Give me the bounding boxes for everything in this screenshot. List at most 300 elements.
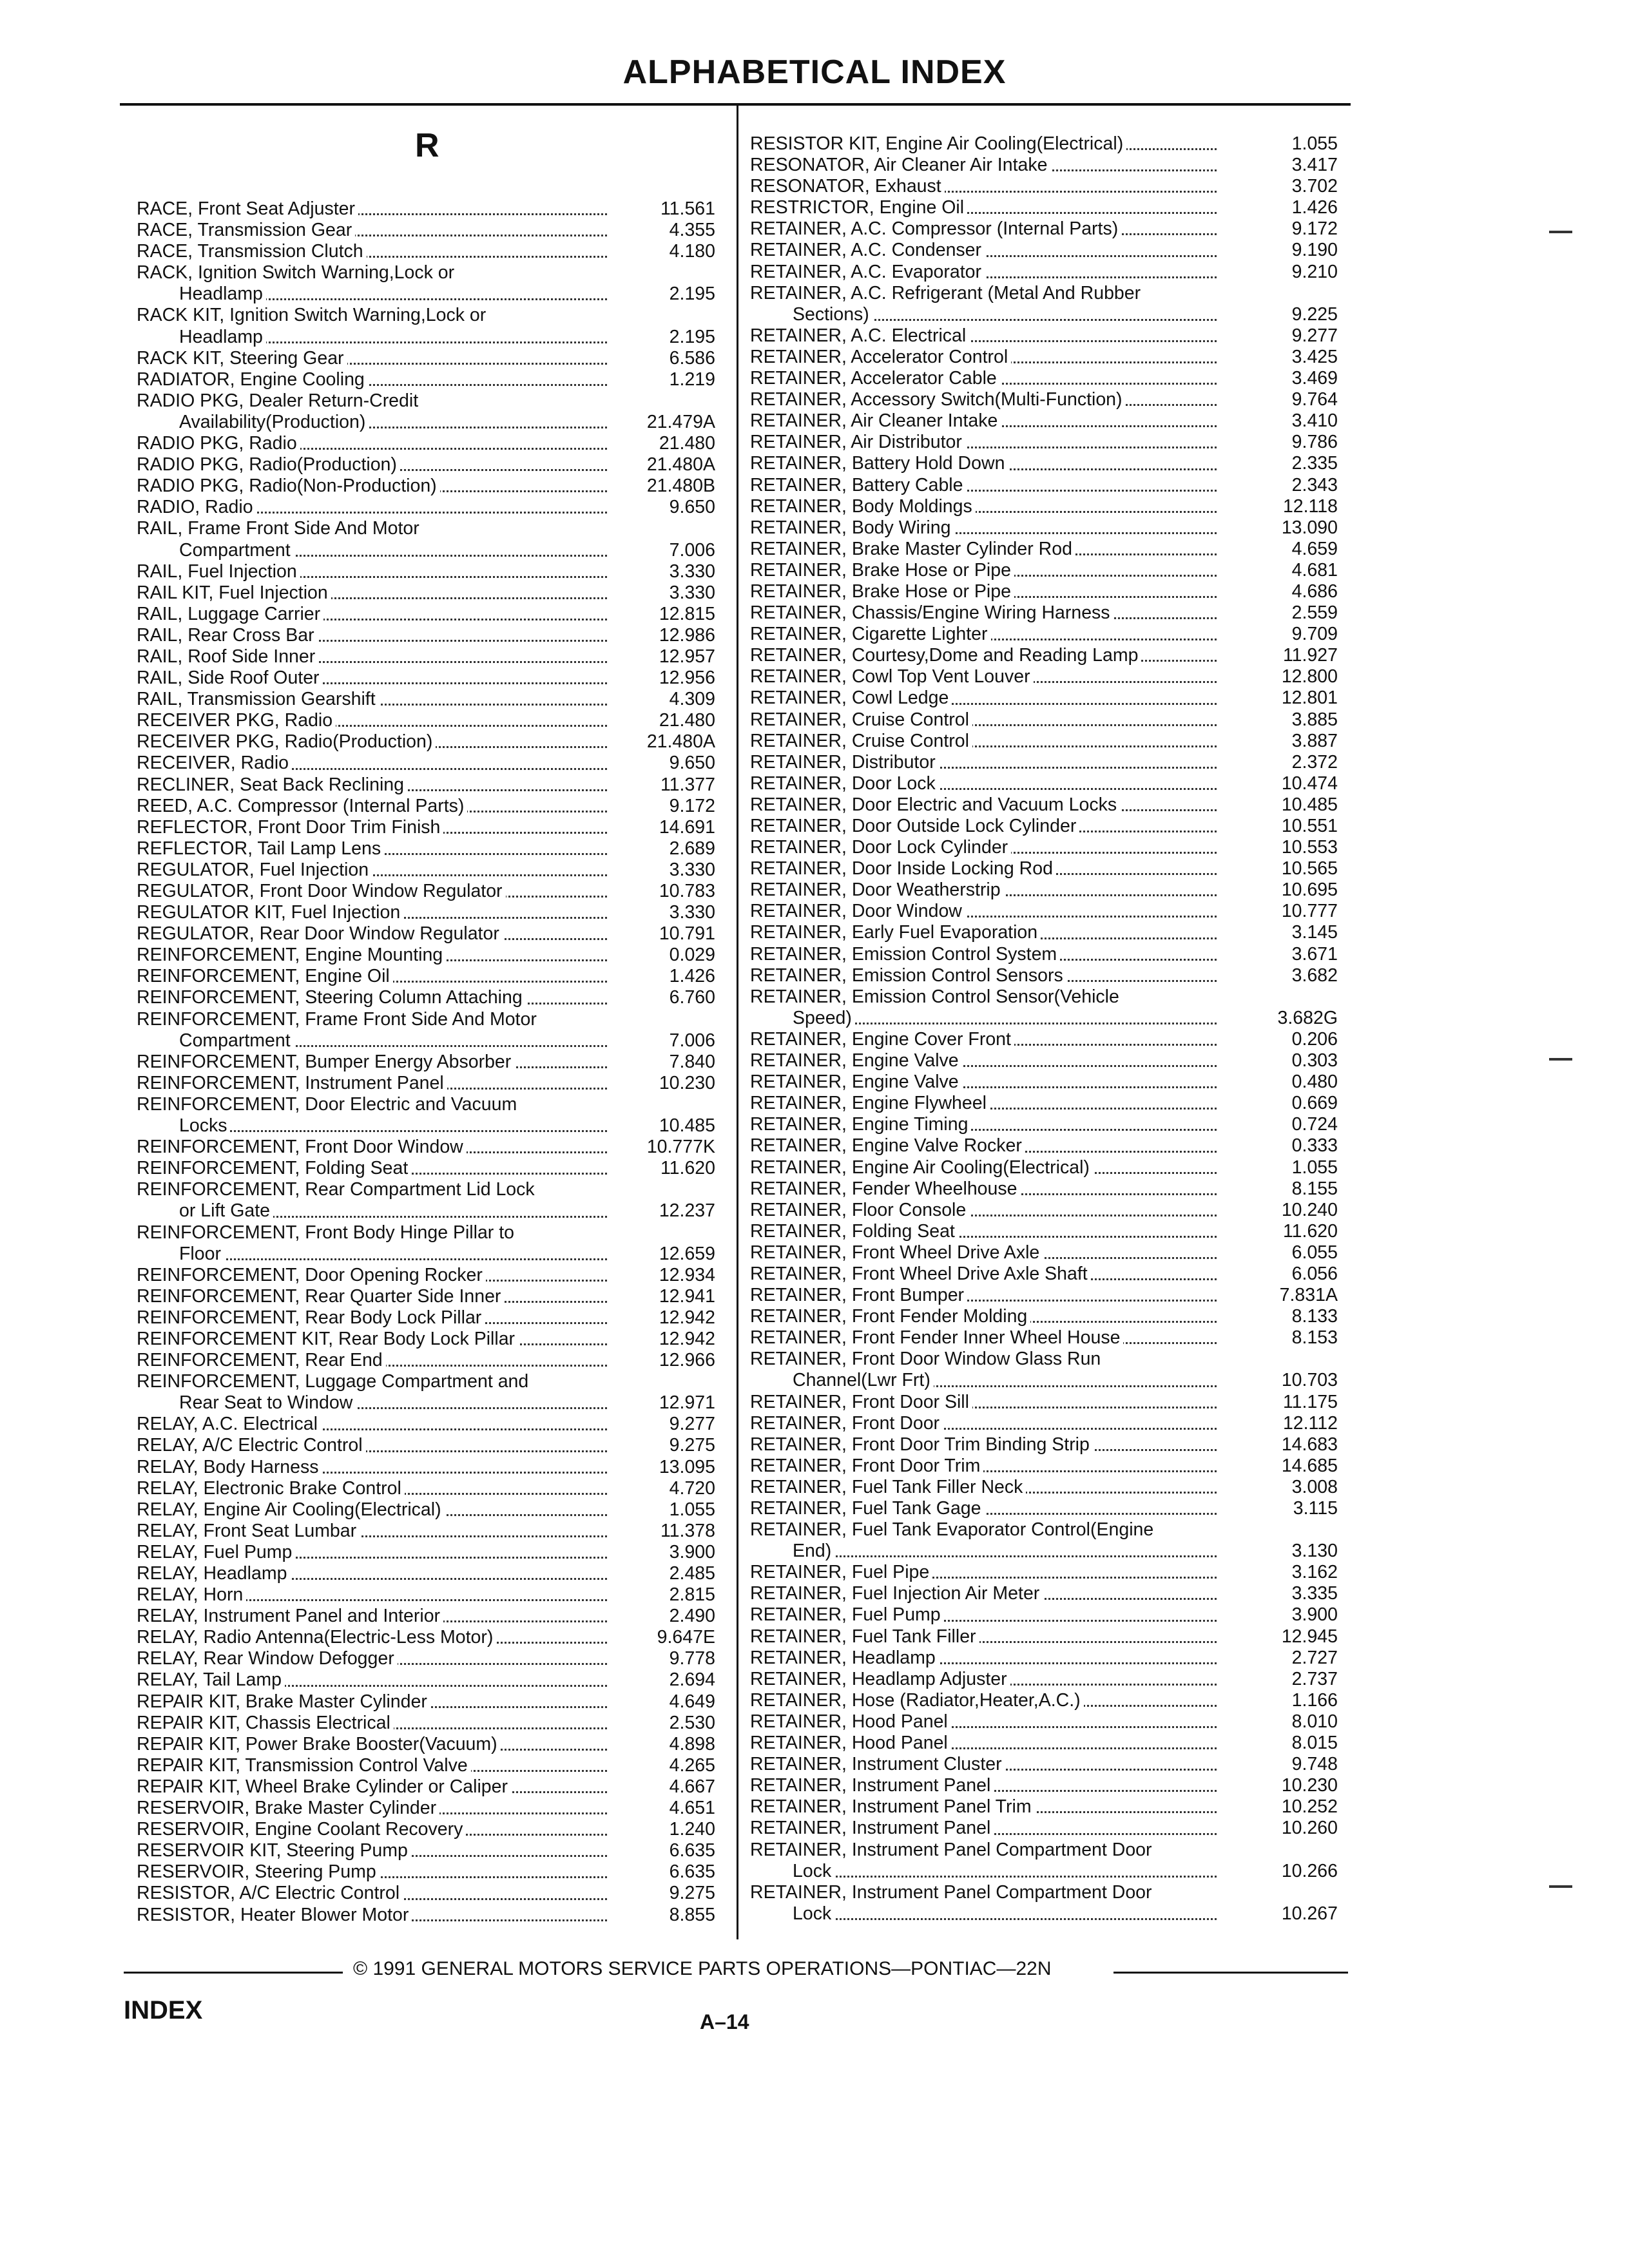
index-entry xyxy=(750,965,1338,986)
entry-name: RETAINER, Front Door Trim Binding Strip xyxy=(750,1434,1093,1456)
entry-page-ref: 3.417 xyxy=(1291,155,1338,176)
entry-page-ref: 13.095 xyxy=(659,1456,715,1477)
entry-page-ref: 10.783 xyxy=(659,881,715,901)
index-entry xyxy=(137,1478,732,1499)
entry-name: RETAINER, Cowl Ledge xyxy=(750,687,952,709)
entry-page-ref: 8.010 xyxy=(1291,1711,1338,1732)
entry-name: REINFORCEMENT, Front Body Hinge Pillar to xyxy=(137,1222,517,1244)
entry-name: REINFORCEMENT, Engine Mounting xyxy=(137,945,446,966)
entry-name: RETAINER, Fuel Tank Filler xyxy=(750,1626,979,1648)
index-entry xyxy=(750,816,1338,837)
entry-name-continued: or Lift Gate xyxy=(179,1200,273,1222)
entry-name: RAIL, Rear Cross Bar xyxy=(137,625,318,646)
entry-page-ref: 3.330 xyxy=(669,561,715,582)
index-entry xyxy=(750,1370,1338,1391)
entry-name: REINFORCEMENT, Front Door Window xyxy=(137,1137,467,1158)
entry-name: RESONATOR, Air Cleaner Air Intake xyxy=(750,155,1050,176)
entry-page-ref: 10.240 xyxy=(1281,1199,1338,1220)
entry-page-ref: 12.971 xyxy=(659,1392,715,1414)
entry-name: RETAINER, Front Wheel Drive Axle Shaft xyxy=(750,1264,1091,1285)
index-entry xyxy=(137,1521,732,1542)
index-entry xyxy=(137,1329,732,1350)
entry-page-ref: 21.480A xyxy=(646,454,715,476)
entry-name: RETAINER, Front Wheel Drive Axle xyxy=(750,1242,1043,1264)
index-entry xyxy=(750,304,1338,325)
entry-page-ref: 12.941 xyxy=(659,1285,715,1307)
entry-name-continued: Headlamp xyxy=(179,284,266,305)
index-entry xyxy=(750,1093,1338,1114)
entry-page-ref: 9.277 xyxy=(669,1414,715,1435)
entry-name: RESISTOR, A/C Electric Control xyxy=(137,1883,403,1904)
entry-page-ref: 11.378 xyxy=(660,1520,715,1541)
index-entry-heading xyxy=(137,1179,732,1200)
entry-name: REINFORCEMENT, Engine Oil xyxy=(137,966,393,987)
entry-name-continued: Floor xyxy=(179,1244,224,1265)
entry-page-ref: 10.565 xyxy=(1281,858,1338,879)
entry-name: REINFORCEMENT, Rear Compartment Lid Lock xyxy=(137,1179,538,1200)
entry-name: REPAIR KIT, Brake Master Cylinder xyxy=(137,1691,430,1713)
entry-name: RETAINER, Engine Valve Rocker xyxy=(750,1135,1025,1157)
entry-page-ref: 14.685 xyxy=(1281,1455,1338,1476)
entry-name: RETAINER, Fuel Tank Gage xyxy=(750,1498,985,1519)
entry-page-ref: 6.586 xyxy=(669,347,715,369)
index-entry xyxy=(137,731,732,753)
entry-name: RELAY, Engine Air Cooling(Electrical) xyxy=(137,1499,445,1521)
index-entry xyxy=(137,220,732,241)
index-column-right xyxy=(750,133,1338,1925)
entry-name: REPAIR KIT, Transmission Control Valve xyxy=(137,1755,471,1776)
entry-name: RETAINER, Cowl Top Vent Louver xyxy=(750,666,1034,687)
index-entry xyxy=(750,879,1338,901)
entry-page-ref: 1.055 xyxy=(669,1499,715,1520)
entry-page-ref: 12.957 xyxy=(659,646,715,667)
footer-rule-left xyxy=(124,1972,343,1974)
entry-page-ref: 1.426 xyxy=(1291,197,1338,218)
entry-name: RESISTOR, Heater Blower Motor xyxy=(137,1905,412,1926)
entry-name: RETAINER, Front Fender Inner Wheel House xyxy=(750,1327,1123,1349)
entry-page-ref: 9.647E xyxy=(657,1627,715,1648)
index-entry xyxy=(750,347,1338,368)
entry-page-ref: 0.206 xyxy=(1291,1028,1338,1050)
entry-page-ref: 3.162 xyxy=(1291,1562,1338,1583)
index-entry xyxy=(137,646,732,668)
index-entry xyxy=(750,539,1338,560)
index-entry xyxy=(750,1413,1338,1434)
entry-page-ref: 3.008 xyxy=(1291,1476,1338,1497)
index-entry xyxy=(137,1648,732,1669)
entry-name: RETAINER, Cruise Control xyxy=(750,731,972,752)
index-entry xyxy=(750,1264,1338,1285)
entry-page-ref: 12.942 xyxy=(659,1307,715,1328)
entry-name: RACE, Transmission Gear xyxy=(137,220,355,241)
index-entry xyxy=(137,1691,732,1713)
entry-name-continued: Headlamp xyxy=(179,327,266,348)
entry-page-ref: 8.153 xyxy=(1291,1327,1338,1349)
entry-page-ref: 9.275 xyxy=(669,1883,715,1904)
index-entry xyxy=(750,1796,1338,1818)
entry-name: RETAINER, Front Door Trim xyxy=(750,1456,983,1477)
index-entry xyxy=(750,794,1338,816)
entry-name: RETAINER, Accelerator Control xyxy=(750,347,1011,368)
index-entry xyxy=(137,1563,732,1584)
index-entry xyxy=(137,433,732,454)
index-entry xyxy=(137,198,732,220)
index-entry xyxy=(750,1029,1338,1050)
dot-leader xyxy=(188,1258,607,1260)
entry-name: RETAINER, Instrument Panel xyxy=(750,1818,994,1839)
index-entry xyxy=(137,1840,732,1861)
entry-page-ref: 2.737 xyxy=(1291,1668,1338,1689)
entry-name: RETAINER, Brake Master Cylinder Rod xyxy=(750,539,1075,560)
entry-page-ref: 12.237 xyxy=(659,1200,715,1222)
entry-page-ref: 12.956 xyxy=(659,668,715,689)
index-entry xyxy=(750,1583,1338,1604)
entry-page-ref: 3.671 xyxy=(1291,943,1338,965)
entry-page-ref: 21.479A xyxy=(646,411,715,432)
index-entry xyxy=(750,752,1338,773)
entry-name-continued: Compartment xyxy=(179,1030,294,1052)
index-entry xyxy=(750,1242,1338,1264)
index-entry xyxy=(137,881,732,902)
entry-page-ref: 10.267 xyxy=(1281,1903,1338,1924)
index-entry xyxy=(137,476,732,497)
index-entry xyxy=(750,1392,1338,1413)
entry-name: RETAINER, Engine Timing xyxy=(750,1114,971,1135)
index-entry xyxy=(750,1626,1338,1648)
entry-name-continued: Lock xyxy=(793,1861,834,1882)
entry-name: RETAINER, Door Inside Locking Rod xyxy=(750,858,1056,879)
index-entry xyxy=(137,1542,732,1563)
index-entry xyxy=(750,1541,1338,1562)
index-entry-heading xyxy=(137,518,732,539)
index-entry xyxy=(137,625,732,646)
index-entry xyxy=(137,1392,732,1414)
index-entry xyxy=(750,1477,1338,1498)
index-entry xyxy=(137,1137,732,1158)
entry-page-ref: 1.426 xyxy=(669,966,715,987)
entry-page-ref: 6.056 xyxy=(1291,1263,1338,1284)
entry-name: RETAINER, Fuel Tank Filler Neck xyxy=(750,1477,1026,1498)
entry-name: RETAINER, Front Bumper xyxy=(750,1285,967,1306)
entry-name: RAIL, Frame Front Side And Motor xyxy=(137,518,423,539)
entry-page-ref: 10.777K xyxy=(646,1137,715,1158)
index-entry xyxy=(750,496,1338,517)
index-entry xyxy=(750,1157,1338,1178)
footer xyxy=(124,1956,1348,1982)
index-entry xyxy=(137,1030,732,1052)
index-entry xyxy=(750,1775,1338,1796)
entry-page-ref: 3.130 xyxy=(1291,1541,1338,1562)
index-entry xyxy=(750,624,1338,645)
index-entry xyxy=(750,240,1338,261)
index-entry xyxy=(750,1861,1338,1882)
entry-name: RELAY, A.C. Electrical xyxy=(137,1414,321,1435)
index-entry xyxy=(750,1648,1338,1669)
index-entry xyxy=(750,1818,1338,1839)
page-title: ALPHABETICAL INDEX xyxy=(622,53,1007,91)
entry-name: RELAY, Fuel Pump xyxy=(137,1542,295,1563)
entry-name: RETAINER, Fuel Tank Evaporator Control(Engine xyxy=(750,1519,1157,1541)
entry-name: REINFORCEMENT, Frame Front Side And Motor xyxy=(137,1009,540,1030)
index-entry xyxy=(750,666,1338,687)
entry-name: RETAINER, Engine Cover Front xyxy=(750,1029,1014,1050)
index-entry xyxy=(137,838,732,860)
index-entry xyxy=(137,1499,732,1521)
index-entry-heading xyxy=(750,1349,1338,1370)
index-entry-heading xyxy=(137,1094,732,1115)
entry-name: REINFORCEMENT, Instrument Panel xyxy=(137,1073,447,1094)
index-entry xyxy=(137,1627,732,1648)
entry-name: RETAINER, Instrument Panel Compartment Door xyxy=(750,1882,1155,1903)
entry-page-ref: 3.900 xyxy=(669,1541,715,1562)
entry-page-ref: 9.778 xyxy=(669,1648,715,1669)
entry-name: RETAINER, Engine Valve xyxy=(750,1050,962,1072)
index-entry xyxy=(750,389,1338,410)
index-entry xyxy=(750,773,1338,794)
index-entry xyxy=(750,645,1338,666)
entry-name: RELAY, Radio Antenna(Electric-Less Motor) xyxy=(137,1627,496,1648)
entry-page-ref: 10.485 xyxy=(659,1115,715,1137)
index-entry xyxy=(137,1798,732,1819)
entry-page-ref: 11.927 xyxy=(1282,645,1338,666)
entry-name: RETAINER, Headlamp xyxy=(750,1648,939,1669)
index-entry xyxy=(137,284,732,305)
page-number: A–14 xyxy=(700,2010,749,2033)
index-entry xyxy=(137,1052,732,1073)
entry-name: RADIO PKG, Dealer Return-Credit xyxy=(137,390,421,412)
entry-page-ref: 14.683 xyxy=(1281,1434,1338,1455)
entry-page-ref: 0.029 xyxy=(669,945,715,966)
index-entry xyxy=(750,1050,1338,1072)
entry-page-ref: 2.372 xyxy=(1291,751,1338,773)
entry-name: RETAINER, Body Wiring xyxy=(750,517,954,539)
entry-name: RETAINER, Instrument Cluster xyxy=(750,1754,1005,1775)
entry-name: RETAINER, Instrument Panel Compartment Door xyxy=(750,1840,1155,1861)
entry-name: RETAINER, Front Fender Molding xyxy=(750,1306,1030,1327)
entry-page-ref: 0.480 xyxy=(1291,1072,1338,1093)
entry-page-ref: 9.210 xyxy=(1291,261,1338,282)
index-entry xyxy=(137,1861,732,1883)
section-label: INDEX xyxy=(124,1996,203,2024)
index-entry xyxy=(137,987,732,1008)
entry-name: RELAY, Tail Lamp xyxy=(137,1669,285,1691)
entry-page-ref: 12.800 xyxy=(1281,666,1338,687)
index-entry xyxy=(137,1244,732,1265)
entry-page-ref: 9.709 xyxy=(1291,624,1338,645)
entry-page-ref: 2.343 xyxy=(1291,474,1338,495)
copyright-text: © 1991 GENERAL MOTORS SERVICE PARTS OPERATIONS—PONTIAC—22N xyxy=(353,1958,1052,1979)
index-entry xyxy=(137,1435,732,1456)
entry-name: REINFORCEMENT, Door Electric and Vacuum xyxy=(137,1094,520,1115)
entry-name: RETAINER, Front Door Sill xyxy=(750,1392,972,1413)
entry-page-ref: 12.659 xyxy=(659,1243,715,1264)
entry-page-ref: 8.133 xyxy=(1291,1306,1338,1327)
index-entry xyxy=(137,923,732,945)
entry-page-ref: 21.480B xyxy=(646,476,715,497)
index-entry xyxy=(750,1072,1338,1093)
entry-name: REINFORCEMENT, Steering Column Attaching xyxy=(137,987,526,1008)
entry-name: RETAINER, Early Fuel Evaporation xyxy=(750,922,1041,943)
entry-name: REINFORCEMENT, Bumper Energy Absorber xyxy=(137,1052,514,1073)
index-column-left xyxy=(137,198,732,1926)
entry-page-ref: 10.553 xyxy=(1281,837,1338,858)
dot-leader xyxy=(802,1023,1217,1024)
column-divider xyxy=(737,106,738,1939)
index-entry xyxy=(750,1114,1338,1135)
entry-page-ref: 8.015 xyxy=(1291,1733,1338,1754)
entry-name: REED, A.C. Compressor (Internal Parts) xyxy=(137,796,467,817)
entry-name: RADIATOR, Engine Cooling xyxy=(137,369,368,390)
entry-page-ref: 6.635 xyxy=(669,1840,715,1861)
index-entry xyxy=(137,497,732,518)
index-entry xyxy=(750,709,1338,731)
entry-name: RETAINER, Brake Hose or Pipe xyxy=(750,581,1014,602)
entry-name-continued: Rear Seat to Window xyxy=(179,1392,356,1414)
index-entry xyxy=(750,368,1338,389)
entry-name: RACK KIT, Steering Gear xyxy=(137,348,347,369)
entry-name: RETAINER, Fuel Pipe xyxy=(750,1562,932,1583)
entry-page-ref: 3.682G xyxy=(1277,1007,1338,1028)
entry-page-ref: 10.260 xyxy=(1281,1818,1338,1839)
index-entry xyxy=(750,581,1338,602)
entry-name: RETAINER, A.C. Electrical xyxy=(750,325,969,347)
index-entry xyxy=(750,410,1338,432)
entry-name: RETAINER, Instrument Panel Trim xyxy=(750,1796,1035,1818)
entry-name: RETAINER, A.C. Refrigerant (Metal And Rubber xyxy=(750,283,1144,304)
index-entry xyxy=(750,944,1338,965)
entry-name: RETAINER, Cruise Control xyxy=(750,709,972,731)
index-entry xyxy=(137,348,732,369)
entry-page-ref: 4.720 xyxy=(669,1477,715,1499)
index-entry xyxy=(137,1115,732,1137)
index-entry-heading xyxy=(750,1840,1338,1861)
index-entry xyxy=(750,1711,1338,1733)
entry-name: RETAINER, Door Lock Cylinder xyxy=(750,837,1011,858)
entry-page-ref: 12.945 xyxy=(1281,1626,1338,1647)
entry-page-ref: 3.900 xyxy=(1291,1604,1338,1626)
entry-page-ref: 12.815 xyxy=(659,603,715,624)
entry-page-ref: 11.620 xyxy=(660,1158,715,1179)
entry-page-ref: 10.695 xyxy=(1281,879,1338,901)
entry-name: RETAINER, A.C. Condenser xyxy=(750,240,985,261)
entry-name-continued: Availability(Production) xyxy=(179,412,369,433)
index-entry-heading xyxy=(750,1882,1338,1903)
entry-page-ref: 8.155 xyxy=(1291,1178,1338,1199)
index-entry xyxy=(137,561,732,582)
entry-name: RELAY, Electronic Brake Control xyxy=(137,1478,405,1499)
index-entry xyxy=(750,453,1338,474)
entry-page-ref: 3.682 xyxy=(1291,965,1338,986)
entry-name: RAIL, Luggage Carrier xyxy=(137,604,323,625)
entry-page-ref: 11.620 xyxy=(1282,1220,1338,1242)
entry-name: RACK, Ignition Switch Warning,Lock or xyxy=(137,262,458,284)
index-entry-heading xyxy=(750,986,1338,1008)
entry-page-ref: 9.748 xyxy=(1291,1754,1338,1775)
entry-name: RETAINER, Hood Panel xyxy=(750,1733,951,1754)
entry-name: RETAINER, Door Electric and Vacuum Locks xyxy=(750,794,1120,816)
entry-page-ref: 1.055 xyxy=(1291,133,1338,154)
entry-name: RADIO PKG, Radio(Production) xyxy=(137,454,400,476)
index-entry-heading xyxy=(137,305,732,326)
entry-page-ref: 7.006 xyxy=(669,539,715,561)
entry-page-ref: 2.530 xyxy=(669,1712,715,1733)
index-entry xyxy=(137,1755,732,1776)
index-entry xyxy=(137,1457,732,1478)
entry-page-ref: 9.190 xyxy=(1291,240,1338,261)
dot-leader xyxy=(802,1876,1217,1878)
index-entry xyxy=(750,1135,1338,1157)
index-entry xyxy=(750,1327,1338,1349)
index-entry xyxy=(137,796,732,817)
index-entry xyxy=(137,1584,732,1606)
entry-page-ref: 2.815 xyxy=(669,1584,715,1606)
entry-name: REPAIR KIT, Chassis Electrical xyxy=(137,1713,394,1734)
entry-name: RETAINER, Emission Control Sensors xyxy=(750,965,1066,986)
index-entry xyxy=(750,432,1338,453)
index-entry xyxy=(750,687,1338,709)
dot-leader xyxy=(188,1130,607,1132)
entry-name: RETAINER, Distributor xyxy=(750,752,939,773)
index-entry xyxy=(750,1306,1338,1327)
entry-page-ref: 2.727 xyxy=(1291,1647,1338,1668)
entry-name: REFLECTOR, Tail Lamp Lens xyxy=(137,838,384,860)
section-letter: R xyxy=(415,127,439,164)
entry-page-ref: 3.145 xyxy=(1291,922,1338,943)
margin-mark xyxy=(1549,1885,1572,1888)
entry-name: RETAINER, Brake Hose or Pipe xyxy=(750,560,1014,581)
dot-leader xyxy=(802,1555,1217,1557)
entry-name: RETAINER, A.C. Evaporator xyxy=(750,262,985,283)
index-entry xyxy=(750,1754,1338,1775)
entry-name: RETAINER, Emission Control Sensor(Vehicle xyxy=(750,986,1123,1008)
entry-page-ref: 9.786 xyxy=(1291,432,1338,453)
index-entry xyxy=(137,1158,732,1179)
entry-name: RACK KIT, Ignition Switch Warning,Lock or xyxy=(137,305,489,326)
entry-page-ref: 10.485 xyxy=(1281,794,1338,815)
index-entry xyxy=(750,1456,1338,1477)
entry-page-ref: 9.650 xyxy=(669,753,715,774)
index-entry xyxy=(750,901,1338,922)
entry-name: RETAINER, Cigarette Lighter xyxy=(750,624,991,645)
entry-page-ref: 4.180 xyxy=(669,241,715,262)
entry-name: RAIL, Fuel Injection xyxy=(137,561,300,582)
entry-page-ref: 2.485 xyxy=(669,1563,715,1584)
entry-page-ref: 10.777 xyxy=(1281,901,1338,922)
index-entry xyxy=(137,369,732,390)
entry-name: RAIL KIT, Fuel Injection xyxy=(137,582,331,604)
entry-page-ref: 4.686 xyxy=(1291,581,1338,602)
entry-name: RESERVOIR, Engine Coolant Recovery xyxy=(137,1819,466,1840)
entry-page-ref: 4.651 xyxy=(669,1798,715,1819)
entry-name: RETAINER, Hose (Radiator,Heater,A.C.) xyxy=(750,1690,1084,1711)
entry-name: RETAINER, Headlamp Adjuster xyxy=(750,1669,1010,1690)
entry-page-ref: 2.694 xyxy=(669,1669,715,1691)
entry-page-ref: 21.480 xyxy=(659,710,715,731)
entry-page-ref: 2.335 xyxy=(1291,453,1338,474)
index-entry xyxy=(750,731,1338,752)
entry-page-ref: 10.791 xyxy=(659,923,715,945)
entry-page-ref: 1.219 xyxy=(669,369,715,390)
entry-page-ref: 2.490 xyxy=(669,1606,715,1627)
entry-name: RETAINER, Hood Panel xyxy=(750,1711,951,1733)
index-entry xyxy=(137,1713,732,1734)
index-entry xyxy=(137,1819,732,1840)
entry-page-ref: 4.659 xyxy=(1291,538,1338,559)
index-entry xyxy=(137,454,732,476)
entry-name: RETAINER, Folding Seat xyxy=(750,1221,958,1242)
entry-name: REINFORCEMENT, Rear Quarter Side Inner xyxy=(137,1286,504,1307)
entry-page-ref: 7.831A xyxy=(1279,1285,1338,1306)
